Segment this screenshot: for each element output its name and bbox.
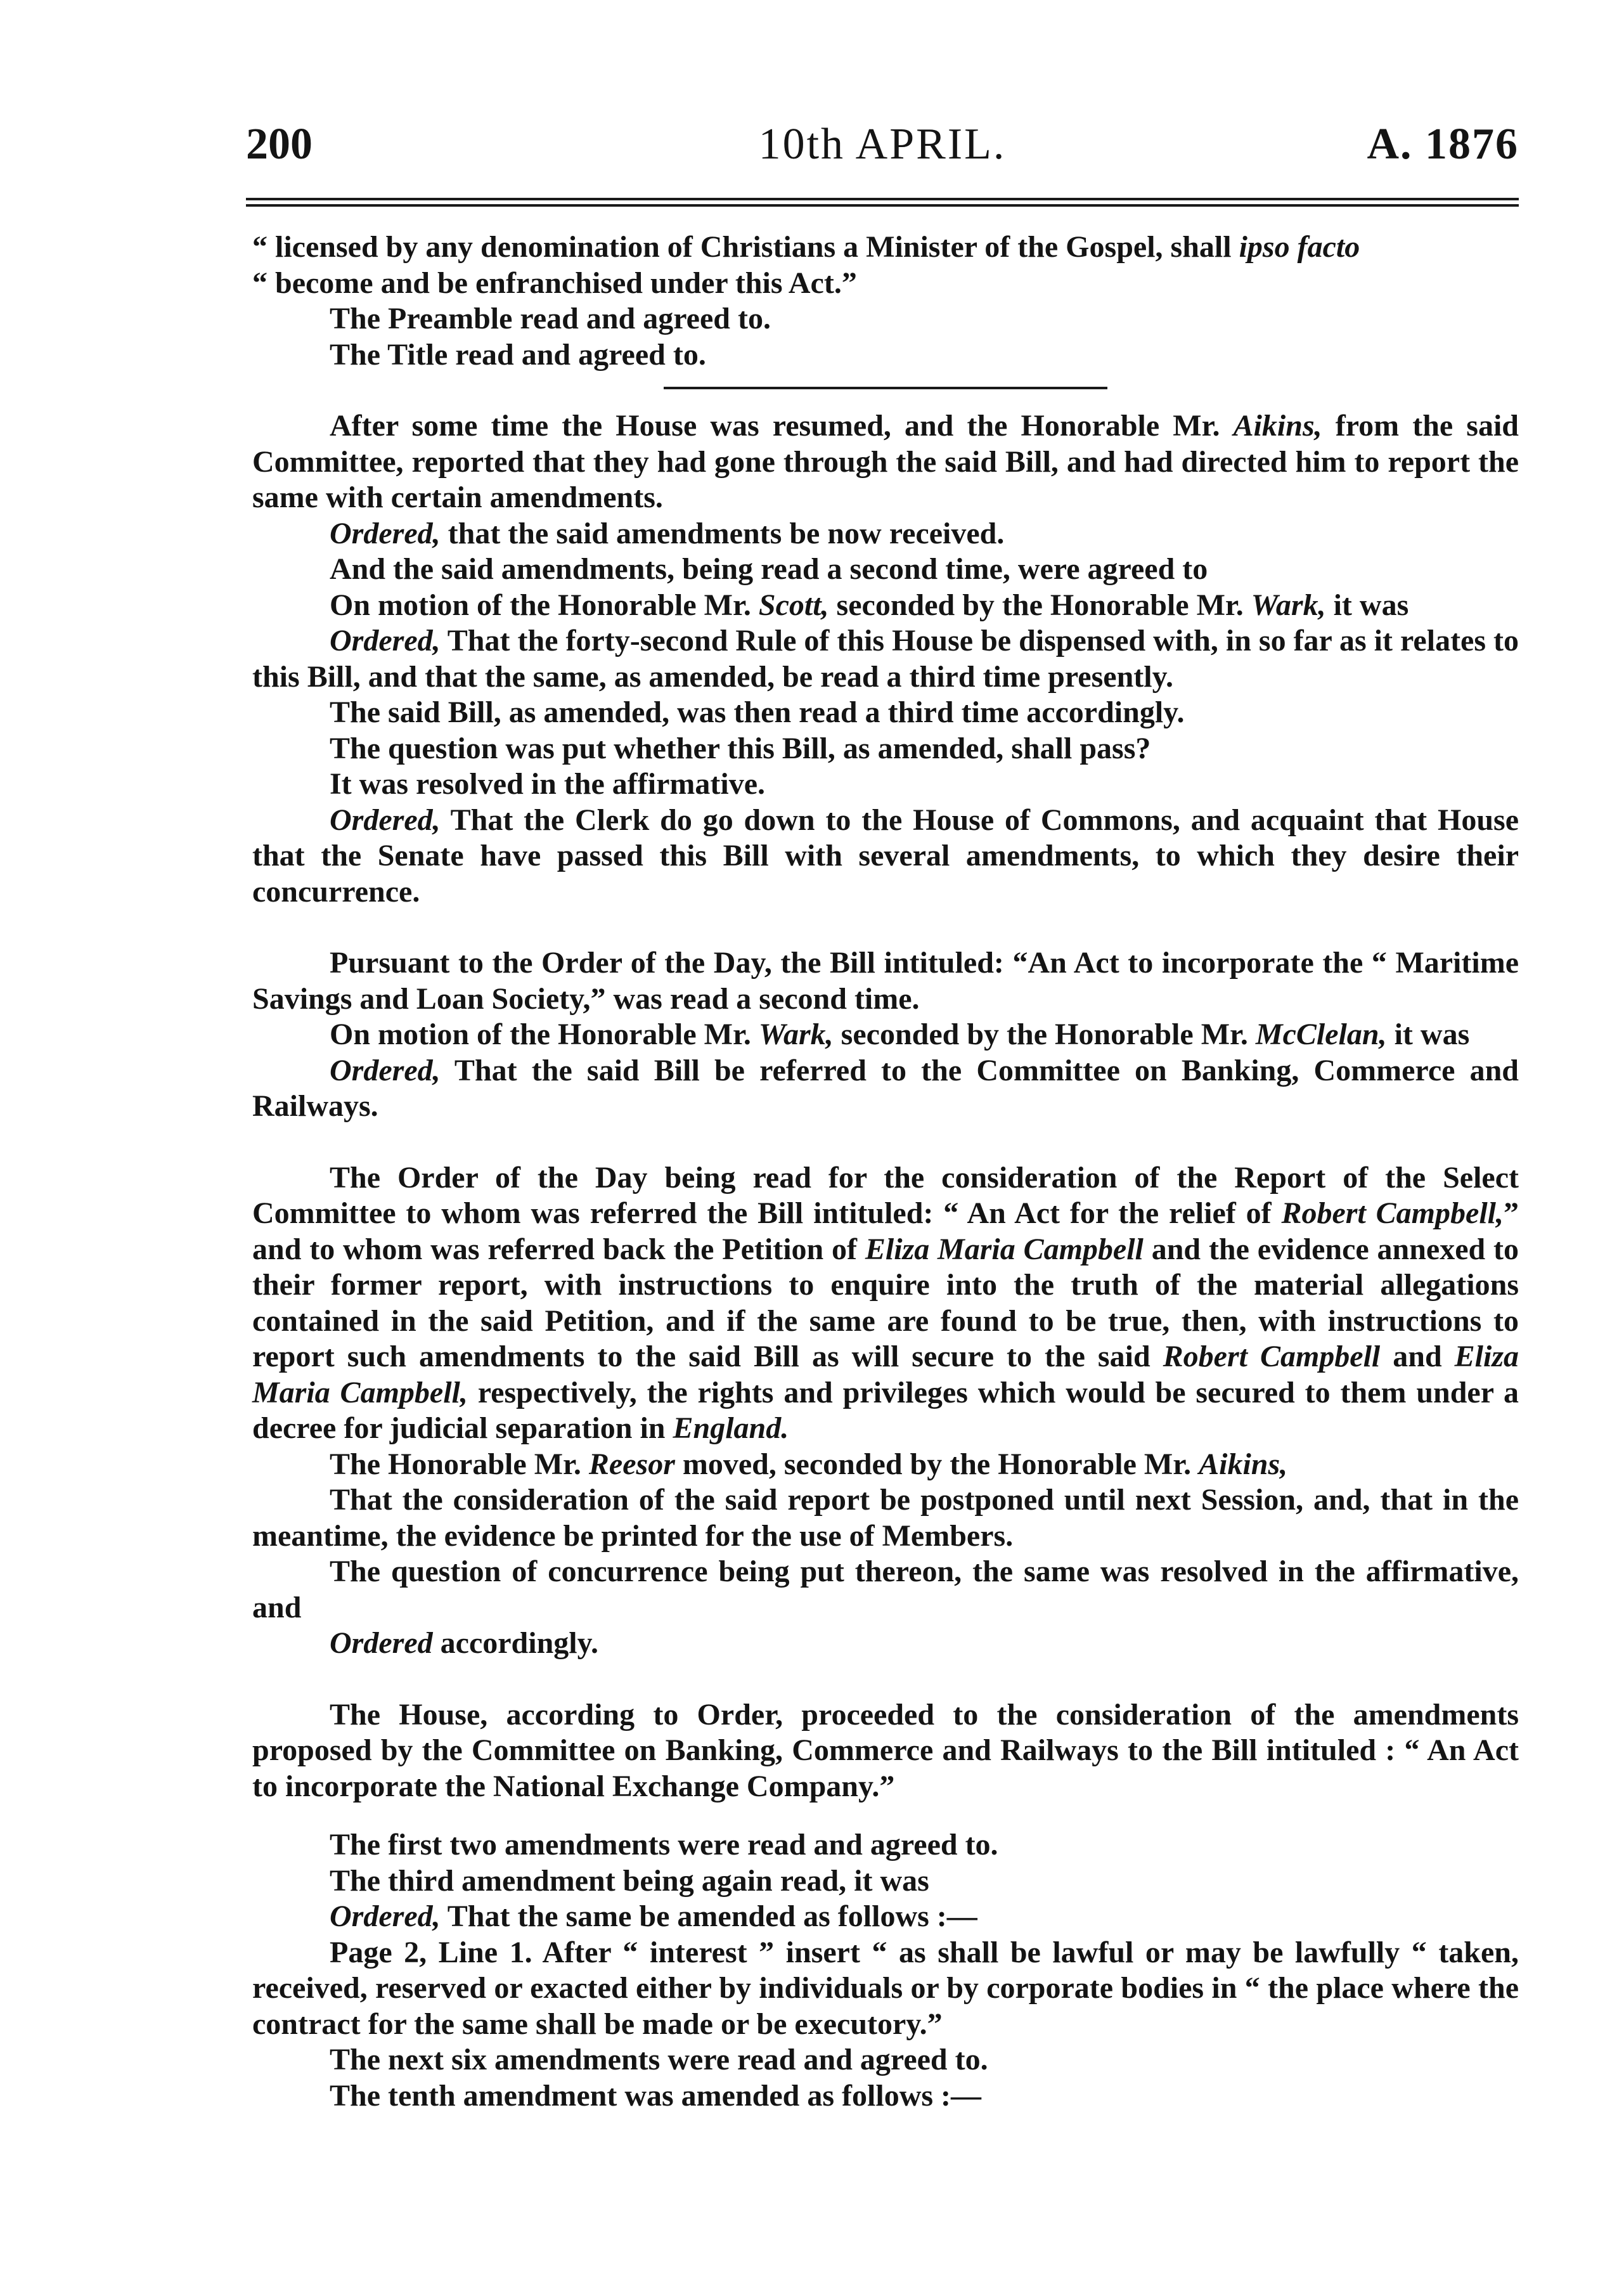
paragraph-motion-wark: On motion of the Honorable Mr. Wark, seconded by the Honorable Mr. McClelan, it was bbox=[330, 1018, 1470, 1051]
page-number: 200 bbox=[246, 120, 313, 169]
paragraph-page-line-amendment: Page 2, Line 1. After “ interest ” insert “ as shall be lawful or may be lawfully “ taken, received, reserved or exacted either by individuals or by corporate bodies in “ the place where the contract for the same shall be made or be executory.” bbox=[252, 1935, 1519, 2041]
paragraph-campbell-report: The Order of the Day being read for the consideration of the Report of the Select Committee to whom was referred the Bill intituled: “ An Act for the relief of Robert Campbell,” and to whom was referred back the Petition of Eliza Maria Campbell and the evidence annexed to their former report, with instructions to enquire into the truth of the material allegations contained in the said Petition, and if the same are found to be true, then, with instructions to report such amendments to the said Bill as will secure to the said Robert Campbell and Eliza Maria Campbell, respectively, the rights and privileges which would be secured to them under a decree for judicial separation in England. bbox=[252, 1160, 1519, 1445]
section-divider bbox=[664, 387, 1107, 389]
paragraph-first-two-amendments: The first two amendments were read and agreed to. bbox=[330, 1828, 998, 1861]
paragraph-resolved: It was resolved in the affirmative. bbox=[330, 767, 765, 801]
paragraph-tenth-amendment: The tenth amendment was amended as follows :— bbox=[330, 2078, 982, 2113]
paragraph-reesor-moved: The Honorable Mr. Reesor moved, seconded by the Honorable Mr. Aikins, bbox=[330, 1447, 1288, 1481]
paragraph-concurrence: The question of concurrence being put thereon, the same was resolved in the affirmative, and bbox=[252, 1555, 1519, 1624]
page-year: A. 1876 bbox=[1367, 120, 1519, 169]
paragraph-ordered-accordingly: Ordered accordingly. bbox=[330, 1626, 598, 1660]
paragraph-ordered-amended: Ordered, That the same be amended as follows :— bbox=[330, 1900, 977, 1933]
paragraph-third-amendment: The third amendment being again read, it was bbox=[330, 1863, 929, 1898]
document-body bbox=[252, 230, 1519, 2114]
paragraph-house-resumed: After some time the House was resumed, and the Honorable Mr. Aikins, from the said Committee, reported that they had gone through the said Bill, and had directed him to report the same with certain amendments. bbox=[252, 409, 1519, 514]
paragraph-1: “ licensed by any denomination of Christians a Minister of the Gospel, shall ipso facto “ become and be enfranchised under this Act.” bbox=[252, 230, 1360, 300]
paragraph-amendments-agreed: And the said amendments, being read a second time, were agreed to bbox=[330, 552, 1208, 586]
paragraph-motion-scott: On motion of the Honorable Mr. Scott, seconded by the Honorable Mr. Wark, it was bbox=[330, 588, 1409, 622]
paragraph-next-six: The next six amendments were read and agreed to. bbox=[330, 2043, 988, 2076]
paragraph-ordered-clerk: Ordered, That the Clerk do go down to the House of Commons, and acquaint that House that the Senate have passed this Bill with several amendments, to which they desire their concurrence. bbox=[252, 803, 1519, 909]
paragraph-national-exchange: The House, according to Order, proceeded to the consideration of the amendments proposed by the Committee on Banking, Commerce and Railways to the Bill intituled : “ An Act to incorporate the National Exchange Company.” bbox=[252, 1697, 1519, 1803]
paragraph-title: The Title read and agreed to. bbox=[330, 337, 706, 372]
paragraph-ordered-received: Ordered, that the said amendments be now received. bbox=[330, 516, 1005, 550]
paragraph-postponed: That the consideration of the said report be postponed until next Session, and, that in the meantime, the evidence be printed for the use of Members. bbox=[252, 1483, 1519, 1553]
paragraph-question-pass: The question was put whether this Bill, as amended, shall pass? bbox=[330, 731, 1151, 765]
spacer bbox=[252, 1125, 1519, 1160]
paragraph-third-reading: The said Bill, as amended, was then read a third time accordingly. bbox=[330, 696, 1185, 729]
page-date: 10th APRIL. bbox=[758, 120, 1007, 169]
paragraph-ordered-rule: Ordered, That the forty-second Rule of this House be dispensed with, in so far as it relates to this Bill, and that the same, as amended, be read a third time presently. bbox=[252, 624, 1519, 694]
paragraph-maritime-bill: Pursuant to the Order of the Day, the Bill intituled: “An Act to incorporate the “ Maritime Savings and Loan Society,” was read a second time. bbox=[252, 946, 1519, 1016]
spacer bbox=[252, 1804, 1519, 1827]
paragraph-preamble: The Preamble read and agreed to. bbox=[330, 302, 771, 335]
spacer bbox=[252, 910, 1519, 945]
page-header bbox=[246, 119, 1519, 189]
header-double-rule bbox=[246, 198, 1519, 207]
spacer bbox=[252, 1662, 1519, 1697]
paragraph-ordered-referred: Ordered, That the said Bill be referred to the Committee on Banking, Commerce and Railways. bbox=[252, 1053, 1519, 1123]
